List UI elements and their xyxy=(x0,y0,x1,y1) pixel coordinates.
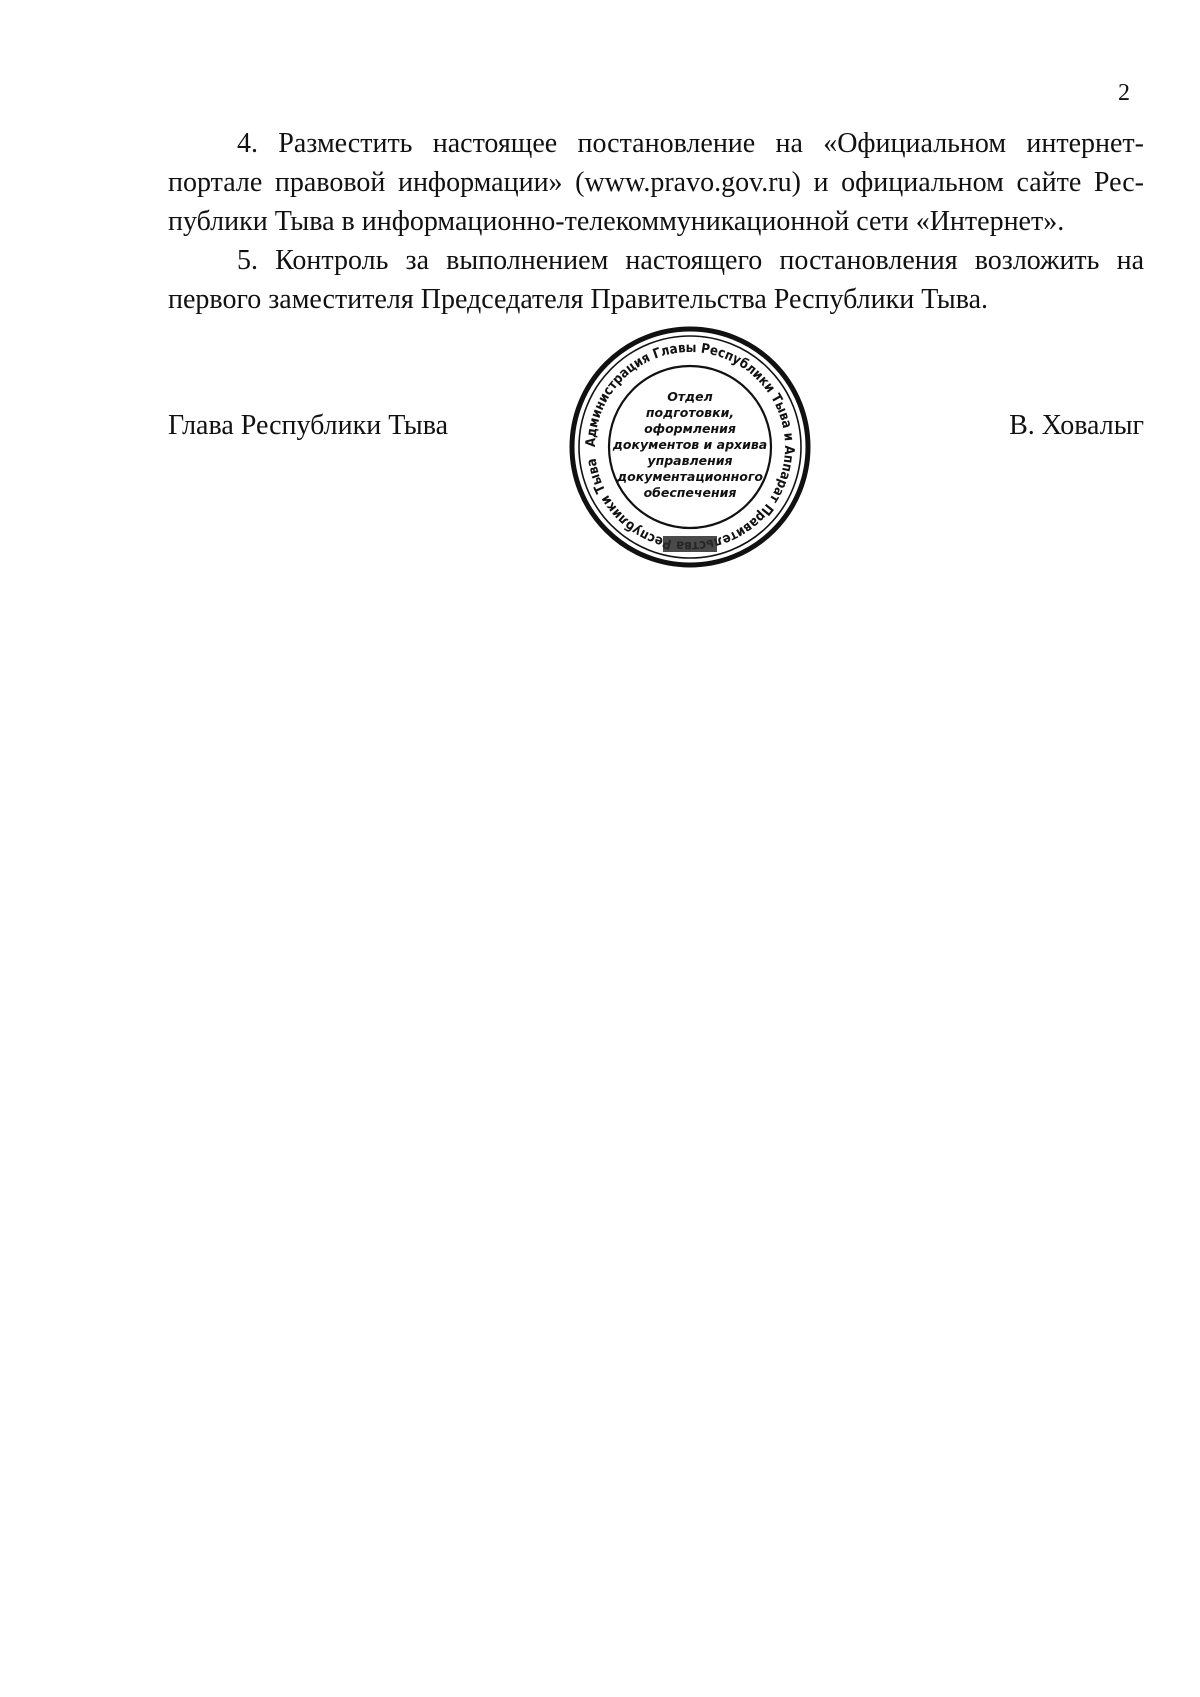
stamp-ink-smudge xyxy=(663,536,717,552)
paragraph-4-publication: 4. Разместить настоящее постановление на «Официальном интернет-портале правовой информации» (www.pravo.gov.ru) и официальном сайте Республики Тыва в информационно-телекоммуникационной сети «Интернет». xyxy=(168,128,1144,237)
stamp-ring-text: Администрация Главы Республики Тыва и Аппарат Правител еспублики Тыва xyxy=(582,339,798,552)
svg-text:подготовки,: подготовки, xyxy=(645,405,735,420)
official-stamp xyxy=(567,324,813,570)
paragraph-5-control: 5. Контроль за выполнением настоящего постановления возложить на первого заместителя Председателя Правительства Республики Тыва. xyxy=(168,245,1144,315)
signer-title: Глава Республики Тыва xyxy=(168,410,449,441)
svg-text:обеспечения: обеспечения xyxy=(643,485,737,500)
svg-text:Отдел: Отдел xyxy=(667,389,713,404)
svg-text:документов и архива: документов и архива xyxy=(612,437,768,452)
signer-name: В. Ховалыг xyxy=(1009,410,1144,441)
page-number: 2 xyxy=(1118,80,1130,106)
svg-text:управления: управления xyxy=(647,453,733,468)
stamp-seal-graphic xyxy=(567,324,813,570)
document-body xyxy=(168,124,1144,319)
svg-text:документационного: документационного xyxy=(617,469,763,484)
svg-text:оформления: оформления xyxy=(644,421,736,436)
stamp-center-text xyxy=(612,389,767,500)
